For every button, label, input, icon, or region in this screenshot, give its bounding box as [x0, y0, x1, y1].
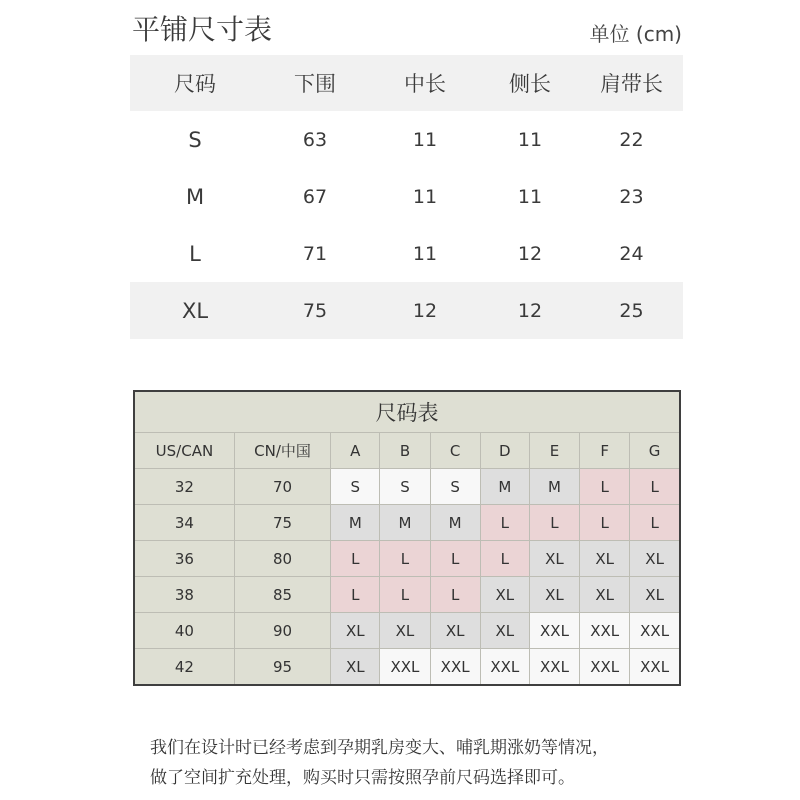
cn-size-cell: 80: [234, 541, 330, 577]
flat-table-title: 平铺尺寸表: [132, 13, 273, 46]
us-can-size-cell: 42: [134, 649, 234, 686]
header-side-length: 侧长: [480, 55, 580, 111]
table-row: [134, 613, 680, 649]
size-result-cell: XL: [331, 613, 380, 649]
value-cell: 12: [480, 282, 580, 339]
value-cell: 11: [412, 242, 438, 265]
header-size: 尺码: [130, 55, 260, 111]
size-result-cell: S: [331, 469, 380, 505]
us-can-size-cell: 32: [134, 469, 234, 505]
table-row: [134, 541, 680, 577]
size-result-cell: L: [331, 577, 380, 613]
value-cell: 67: [302, 185, 328, 208]
size-result-cell: L: [580, 469, 630, 505]
header-cup-f: F: [580, 433, 630, 469]
flat-measurement-table: [130, 55, 683, 339]
size-result-cell: L: [480, 541, 529, 577]
value-cell: 75: [260, 282, 370, 339]
size-result-cell: XL: [430, 613, 480, 649]
size-result-cell: L: [630, 469, 680, 505]
size-result-cell: XXL: [580, 613, 630, 649]
size-result-cell: XL: [380, 613, 430, 649]
cn-size-cell: 85: [234, 577, 330, 613]
size-result-cell: L: [380, 577, 430, 613]
size-chart-title: 尺码表: [134, 391, 680, 433]
us-can-size-cell: 40: [134, 613, 234, 649]
table-row: [134, 505, 680, 541]
us-can-size-cell: 36: [134, 541, 234, 577]
header-cup-c: C: [430, 433, 480, 469]
size-result-cell: L: [430, 541, 480, 577]
size-result-cell: XL: [630, 577, 680, 613]
size-result-cell: XL: [580, 577, 630, 613]
cn-size-cell: 90: [234, 613, 330, 649]
value-cell: 71: [302, 242, 328, 265]
size-result-cell: XXL: [529, 613, 579, 649]
table-row: [134, 577, 680, 613]
size-result-cell: L: [380, 541, 430, 577]
size-result-cell: M: [480, 469, 529, 505]
size-result-cell: XL: [580, 541, 630, 577]
size-result-cell: XL: [630, 541, 680, 577]
header-cup-b: B: [380, 433, 430, 469]
table-row: [130, 168, 683, 225]
size-result-cell: S: [380, 469, 430, 505]
cn-size-cell: 95: [234, 649, 330, 686]
size-result-cell: L: [331, 541, 380, 577]
size-cell: M: [185, 184, 205, 209]
header-us-can: US/CAN: [134, 433, 234, 469]
size-result-cell: XXL: [380, 649, 430, 686]
size-result-cell: XL: [480, 613, 529, 649]
value-cell: 12: [370, 282, 480, 339]
header-strap-length: 肩带长: [580, 55, 683, 111]
size-result-cell: M: [380, 505, 430, 541]
header-cup-e: E: [529, 433, 579, 469]
value-cell: 11: [412, 128, 438, 151]
value-cell: 11: [517, 128, 543, 151]
value-cell: 24: [619, 242, 644, 265]
size-result-cell: L: [580, 505, 630, 541]
size-result-cell: L: [529, 505, 579, 541]
value-cell: 25: [580, 282, 683, 339]
size-result-cell: XL: [529, 577, 579, 613]
size-result-cell: M: [331, 505, 380, 541]
size-result-cell: S: [430, 469, 480, 505]
table-row: [130, 111, 683, 168]
size-result-cell: XXL: [580, 649, 630, 686]
note-line-2: 做了空间扩充处理，购买时只需按照孕前尺码选择即可。: [150, 768, 575, 788]
size-result-cell: L: [430, 577, 480, 613]
size-cell: S: [188, 127, 202, 152]
cn-size-cell: 75: [234, 505, 330, 541]
size-cell: XL: [130, 282, 260, 339]
value-cell: 22: [619, 128, 644, 151]
value-cell: 11: [412, 185, 438, 208]
value-cell: 23: [619, 185, 644, 208]
size-result-cell: XL: [331, 649, 380, 686]
size-result-cell: L: [630, 505, 680, 541]
size-note: [150, 733, 609, 793]
header-cup-d: D: [480, 433, 529, 469]
unit-label: 单位 (cm): [589, 22, 682, 46]
table-row: [134, 649, 680, 686]
header-cup-g: G: [630, 433, 680, 469]
value-cell: 11: [517, 185, 543, 208]
size-result-cell: L: [480, 505, 529, 541]
size-result-cell: M: [529, 469, 579, 505]
size-result-cell: XL: [529, 541, 579, 577]
table-row: [130, 225, 683, 282]
header-middle-length: 中长: [370, 55, 480, 111]
table-row: [134, 469, 680, 505]
value-cell: 12: [517, 242, 543, 265]
us-can-size-cell: 38: [134, 577, 234, 613]
cn-size-cell: 70: [234, 469, 330, 505]
size-result-cell: XXL: [630, 649, 680, 686]
header-bottom-circumference: 下围: [260, 55, 370, 111]
flat-header-row: [130, 55, 683, 111]
size-chart-caption-row: [134, 391, 680, 433]
note-line-1: 我们在设计时已经考虑到孕期乳房变大、哺乳期涨奶等情况，: [150, 738, 609, 758]
size-cell: L: [189, 241, 201, 266]
size-result-cell: M: [430, 505, 480, 541]
size-chart-table: [133, 390, 681, 686]
size-result-cell: XL: [480, 577, 529, 613]
size-result-cell: XXL: [529, 649, 579, 686]
size-result-cell: XXL: [630, 613, 680, 649]
size-chart-header-row: [134, 433, 680, 469]
table-row: [130, 282, 683, 339]
us-can-size-cell: 34: [134, 505, 234, 541]
value-cell: 63: [302, 128, 328, 151]
size-result-cell: XXL: [430, 649, 480, 686]
header-cup-a: A: [331, 433, 380, 469]
header-cn: CN/中国: [234, 433, 330, 469]
size-result-cell: XXL: [480, 649, 529, 686]
